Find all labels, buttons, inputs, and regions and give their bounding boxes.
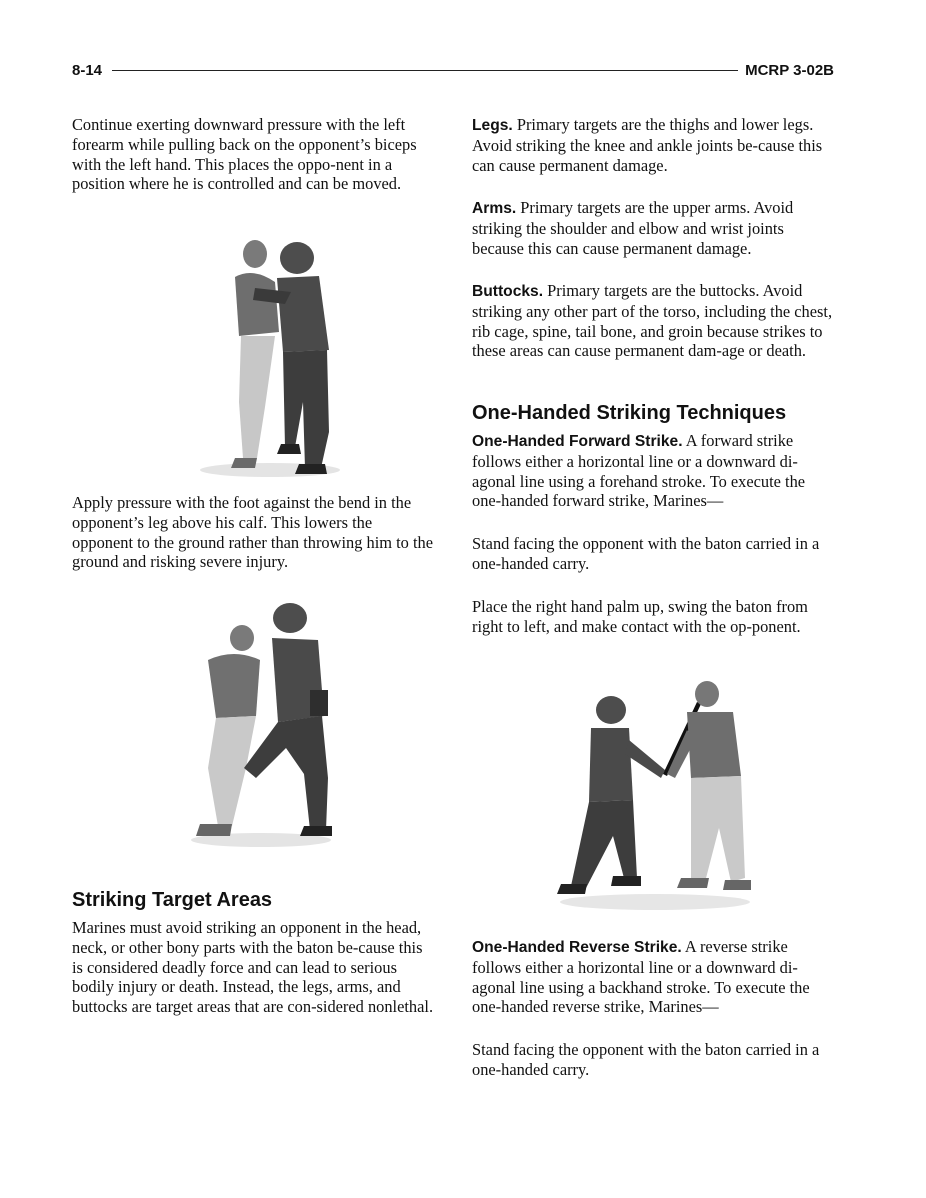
photo-leg-takedown-figure xyxy=(186,598,336,848)
paragraph-control: Continue exerting downward pressure with the left forearm while pulling back on the opponent’s biceps with the left hand. This places the oppo-nent in a position where he is controlled and can be moved. xyxy=(72,115,417,194)
lead-reverse-strike: One-Handed Reverse Strike. xyxy=(472,939,682,956)
lead-legs: Legs. xyxy=(472,117,513,134)
lead-buttocks: Buttocks. xyxy=(472,283,544,300)
paragraph-buttocks xyxy=(472,281,834,361)
text-reverse-strike: A reverse strike follows either a horizontal line or a downward di-agonal line using a backhand stroke. To execute the one-handed reverse strike, Marines— xyxy=(472,937,810,1017)
photo-forward-strike xyxy=(555,678,755,910)
paragraph-target-areas: Marines must avoid striking an opponent in the head, neck, or other bony parts with the baton be-cause this is considered deadly force and can lead to serious bodily injury or death. Instead, the legs, arms, and buttocks are target areas that are con-sidered nonlethal. xyxy=(72,918,434,1017)
lead-forward-strike: One-Handed Forward Strike. xyxy=(472,433,683,450)
photo-control-hold xyxy=(195,232,345,480)
lead-arms: Arms. xyxy=(472,200,517,217)
header-rule xyxy=(112,70,738,71)
text-legs: Primary targets are the thighs and lower legs. Avoid striking the knee and ankle joints be-cause this can cause permanent damage. xyxy=(472,115,823,175)
paragraph-foot-pressure: Apply pressure with the foot against the bend in the opponent’s leg above his calf. This lowers the opponent to the ground rather than throwing him to the ground and risking severe injury. xyxy=(72,493,433,572)
text-arms: Primary targets are the upper arms. Avoid striking the shoulder and elbow and wrist joints because this can cause permanent damage. xyxy=(472,198,794,258)
paragraph-forward-strike xyxy=(472,431,834,511)
step-place-right-hand: Place the right hand palm up, swing the baton from right to left, and make contact with the op-ponent. xyxy=(472,597,808,636)
paragraph-reverse-strike xyxy=(472,937,834,1017)
page-header xyxy=(72,62,834,80)
paragraph-legs xyxy=(472,115,834,175)
page-number: 8-14 xyxy=(72,62,103,79)
photo-forward-strike-figure xyxy=(555,678,755,910)
text-buttocks: Primary targets are the buttocks. Avoid striking any other part of the torso, including the chest, rib cage, spine, tail bone, and groin because strikes to these areas can cause permanent dam-age or death. xyxy=(472,281,833,361)
heading-one-handed-striking: One-Handed Striking Techniques xyxy=(472,402,787,424)
photo-leg-takedown xyxy=(186,598,336,848)
step-stand-facing-1: Stand facing the opponent with the baton carried in a one-handed carry. xyxy=(472,534,820,573)
step-stand-facing-2: Stand facing the opponent with the baton carried in a one-handed carry. xyxy=(472,1040,820,1079)
paragraph-arms xyxy=(472,198,834,258)
document-id: MCRP 3-02B xyxy=(745,62,834,79)
heading-striking-target-areas: Striking Target Areas xyxy=(72,889,273,911)
text-forward-strike: A forward strike follows either a horizontal line or a downward di-agonal line using a forehand stroke. To execute the one-handed forward strike, Marines— xyxy=(472,431,806,511)
photo-control-hold-figure xyxy=(195,232,345,480)
